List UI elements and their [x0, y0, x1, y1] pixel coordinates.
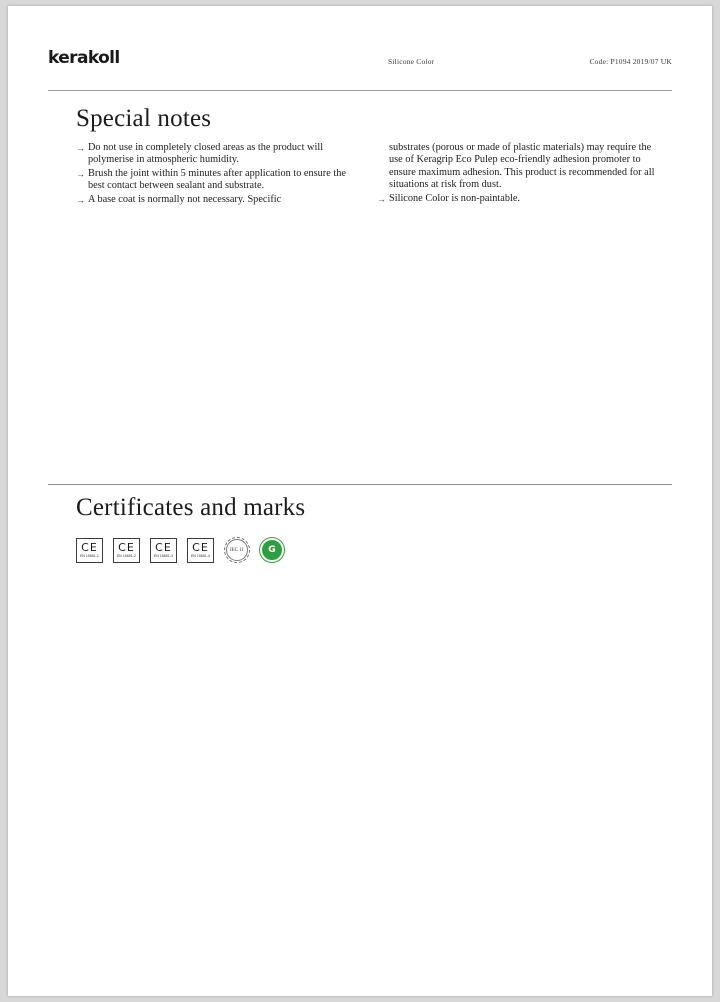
ce-glyph: CE — [81, 540, 98, 554]
brand-logo: kerakoll — [48, 48, 120, 68]
notes-left-column — [76, 142, 355, 207]
ce-glyph: CE — [118, 540, 135, 554]
list-item-continued — [377, 142, 656, 192]
list-item — [76, 168, 355, 193]
arrow-icon: → — [377, 193, 386, 204]
header-product-name: Silicone Color — [388, 57, 435, 66]
list-item-text: Do not use in completely closed areas as the product will polymerise in atmospheric humidity. — [88, 142, 324, 166]
header-divider — [48, 90, 672, 91]
ce-standard-code: EN 15651-2 — [116, 553, 137, 558]
ce-mark-icon — [150, 538, 177, 563]
ce-standard-code: EN 15651-4 — [190, 553, 211, 558]
document-page — [8, 6, 712, 996]
round-certification-icon — [224, 537, 250, 563]
list-item — [76, 142, 355, 167]
ce-glyph: CE — [192, 540, 209, 554]
arrow-icon: → — [76, 168, 85, 179]
section-divider — [48, 484, 672, 485]
arrow-icon: → — [76, 143, 85, 153]
green-certification-icon — [260, 538, 284, 562]
ce-mark-icon — [187, 538, 214, 563]
list-item — [76, 194, 355, 206]
list-item — [377, 193, 656, 205]
special-notes-body — [76, 142, 656, 207]
ce-mark-icon — [113, 538, 140, 563]
ce-standard-code: EN 15651-3 — [153, 553, 174, 558]
list-item-text: A base coat is normally not necessary. Specific — [88, 193, 282, 205]
list-item-text: Silicone Color is non-paintable. — [389, 192, 520, 204]
ce-standard-code: EN 15651-1 — [79, 553, 100, 558]
notes-right-column — [377, 142, 656, 207]
page-title-certificates: Certificates and marks — [76, 494, 306, 521]
round-certification-label: IEC 11 — [226, 539, 248, 561]
arrow-icon: → — [76, 194, 85, 205]
page-title-special-notes: Special notes — [76, 105, 212, 132]
green-certification-label: G — [268, 544, 276, 555]
ce-mark-icon — [76, 538, 103, 563]
list-item-text: Brush the joint within 5 minutes after application to ensure the best contact between sealant and substrate. — [88, 167, 346, 192]
list-item-text: substrates (porous or made of plastic materials) may require the use of Keragrip Eco Pulep eco-friendly adhesion promoter to ensure maximum adhesion. This product is recommended for all situations at risk from dust. — [389, 142, 655, 191]
header-document-code: Code: P1094 2019/07 UK — [589, 57, 672, 66]
page-header — [48, 48, 672, 84]
certificate-marks — [76, 537, 284, 563]
ce-glyph: CE — [155, 540, 172, 554]
